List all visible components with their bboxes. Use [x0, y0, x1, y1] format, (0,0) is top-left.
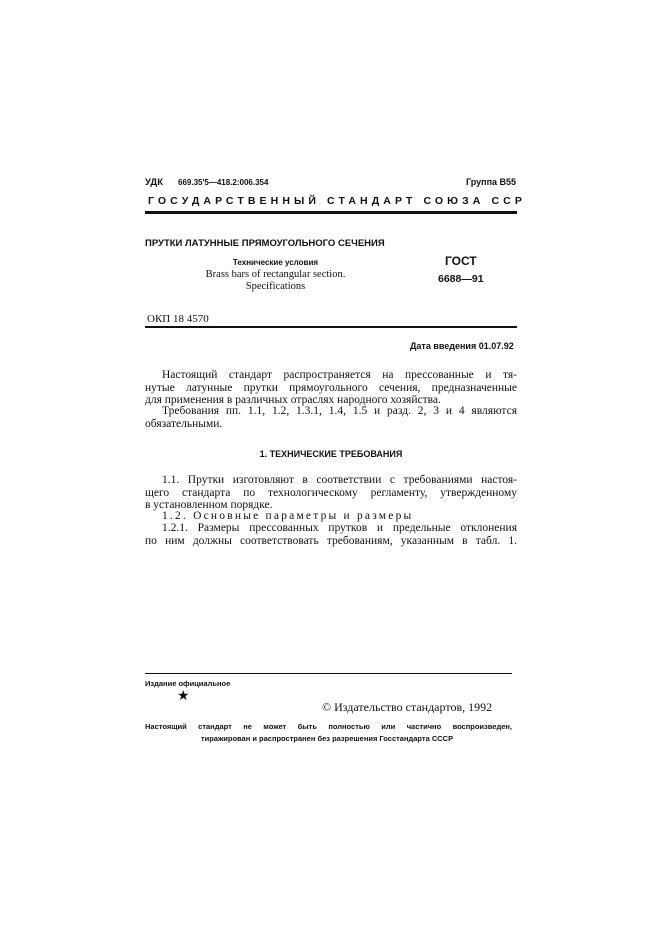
section-heading: 1. ТЕХНИЧЕСКИЕ ТРЕБОВАНИЯ — [259, 449, 403, 459]
udk-label: УДК — [145, 177, 163, 188]
text-line: для применения в различных отраслях народного хозяйства. — [145, 394, 441, 406]
text-line: 1.2.1. Размеры прессованных прутков и предельные отклонения — [162, 522, 517, 534]
star-icon: ★ — [177, 689, 190, 704]
text-line: 1.2. Основные параметры и размеры — [162, 510, 414, 522]
text-line: щего стандарта по технологическому регламенту, утвержденному — [145, 486, 517, 499]
text-line: в установленном порядке. — [145, 499, 273, 511]
footer-rule — [145, 673, 512, 674]
reproduction-notice-line-1: Настоящий стандарт не может быть полностью или частично воспроизведен, — [145, 722, 512, 731]
intro-paragraph-1 — [145, 369, 517, 407]
state-standard-title: ГОСУДАРСТВЕННЫЙ СТАНДАРТ СОЮЗА ССР — [148, 195, 526, 207]
english-title-line-2: Specifications — [245, 280, 306, 292]
document-subtitle: Технические условия — [232, 258, 319, 267]
clause-1-2 — [145, 510, 517, 523]
text-line: обязательными. — [145, 417, 223, 430]
text-line: Требования пп. 1.1, 1.2, 1.3.1, 1.4, 1.5 и разд. 2, 3 и 4 являются — [162, 405, 517, 417]
copyright-line: © Издательство стандартов, 1992 — [322, 700, 493, 714]
text-line: нутые латунные прутки прямоугольного сечения, предназначенные — [145, 381, 517, 394]
clause-1-1 — [145, 474, 517, 512]
gost-number: 6688—91 — [438, 273, 484, 285]
text-line: Настоящий стандарт распространяется на прессованные и тя- — [162, 369, 517, 381]
text-line: 1.1. Прутки изготовляют в соответствии с требованиями настоя- — [162, 474, 517, 486]
text-line: по ним должны соответствовать требованиям, указанным в табл. 1. — [145, 534, 517, 547]
gost-label: ГОСТ — [445, 254, 477, 268]
intro-paragraph-2 — [145, 405, 517, 430]
okp-rule — [145, 326, 517, 328]
introduction-date: Дата введения 01.07.92 — [410, 341, 514, 351]
okp-code: ОКП 18 4570 — [147, 313, 209, 325]
reproduction-notice-line-2: тиражирован и распространен без разрешения Госстандарта СССР — [200, 734, 454, 743]
official-edition-note: Издание официальное — [145, 679, 231, 688]
english-title-line-1: Brass bars of rectangular section. — [205, 269, 346, 280]
document-title: ПРУТКИ ЛАТУННЫЕ ПРЯМОУГОЛЬНОГО СЕЧЕНИЯ — [145, 238, 385, 249]
clause-1-2-1 — [145, 522, 517, 547]
header-rule — [145, 211, 517, 214]
udk-code: 669.35'5—418.2:006.354 — [178, 178, 269, 187]
group-code: Группа В55 — [466, 177, 517, 187]
